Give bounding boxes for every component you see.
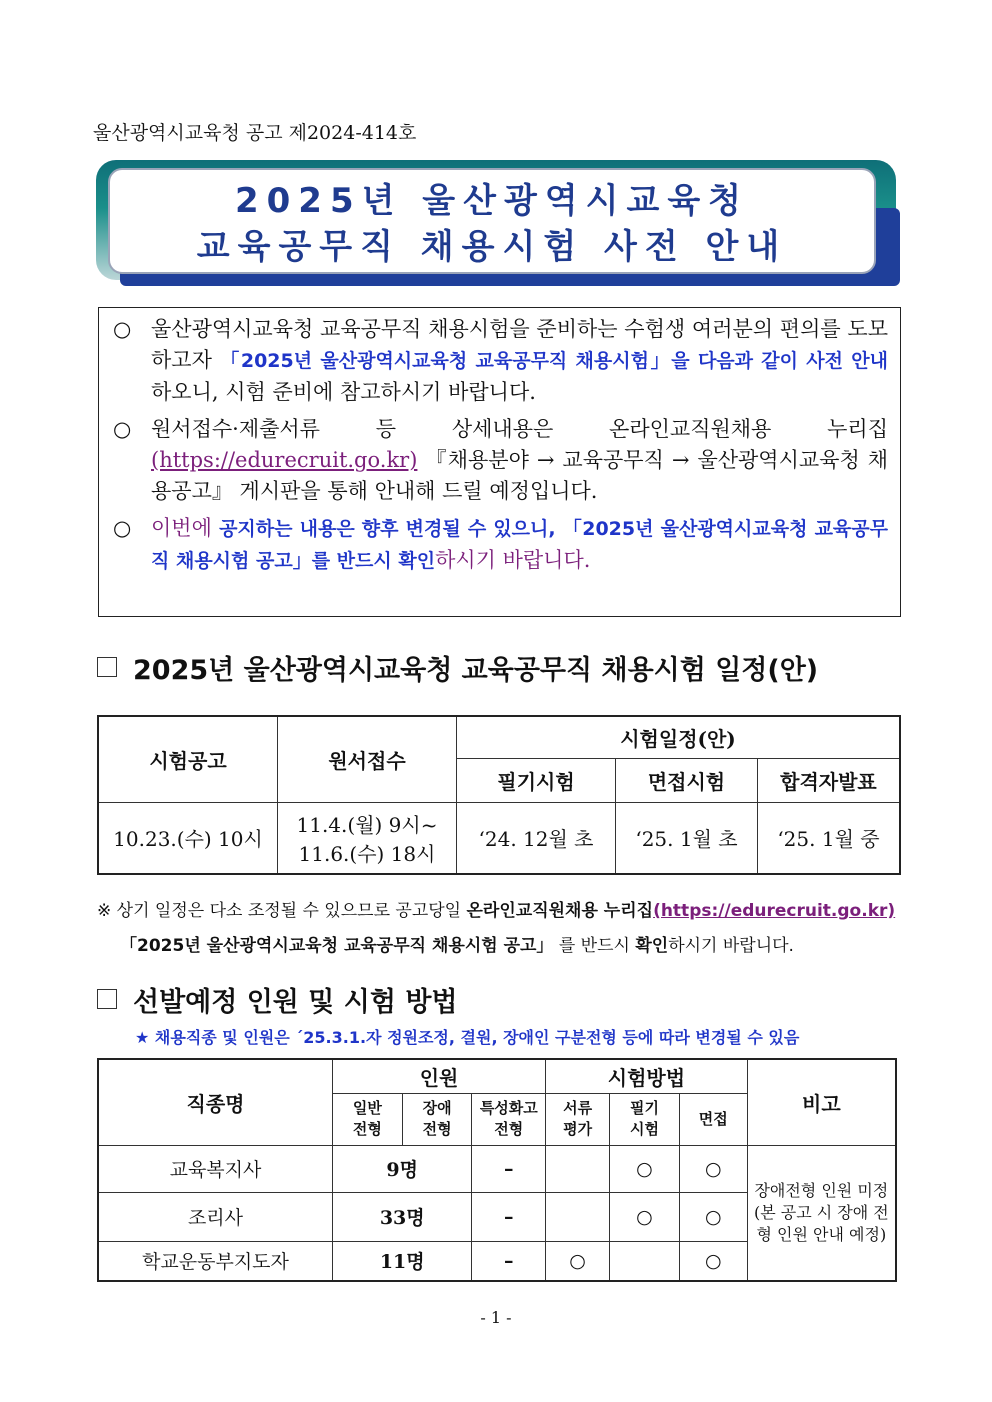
cell-special: – xyxy=(472,1192,546,1241)
star-note: ★ 채용직종 및 인원은 ´25.3.1.자 정원조정, 결원, 장애인 구분전형 등에 따라 변경될 수 있음 xyxy=(135,1028,800,1047)
circle-bullet: ○ xyxy=(113,317,132,341)
edurecruit-note-link[interactable]: (https://edurecruit.go.kr) xyxy=(653,901,896,921)
cell-job: 조리사 xyxy=(98,1192,332,1241)
cell-job: 교육복지사 xyxy=(98,1145,332,1192)
cell-application: 11.4.(월) 9시~ 11.6.(수) 18시 xyxy=(278,802,457,874)
header-general: 일반 전형 xyxy=(332,1093,402,1145)
schedule-table xyxy=(97,715,901,875)
square-bullet-icon xyxy=(97,989,117,1009)
cell-document xyxy=(546,1145,610,1192)
intro-paragraph-2: ○ 원서접수·제출서류 등 상세내용은 온라인교직원채용 누리집 (https://edurecruit.go.kr) 『채용분야 → 교육공무직 → 울산광역시교육청 채용공고』 게시판을 통해 안내해 드릴 예정입니다. xyxy=(113,414,888,507)
notice-number: 울산광역시교육청 공고 제2024-414호 xyxy=(93,122,417,144)
header-written: 필기시험 xyxy=(457,758,616,802)
cell-interview: ○ xyxy=(679,1192,747,1241)
cell-written: ○ xyxy=(610,1192,680,1241)
header-special: 특성화고 전형 xyxy=(472,1093,546,1145)
intro-paragraph-3: ○ 이번에 공지하는 내용은 향후 변경될 수 있으니, 「2025년 울산광역시교육청 교육공무직 채용시험 공고」를 반드시 확인하시기 바랍니다. xyxy=(113,513,888,577)
cell-result: ‘25. 1월 중 xyxy=(757,802,900,874)
header-disabled: 장애 전형 xyxy=(402,1093,472,1145)
cell-count: 33명 xyxy=(332,1192,472,1241)
cell-remarks: 장애전형 인원 미정 (본 공고 시 장애 전형 인원 안내 예정) xyxy=(747,1145,896,1281)
intro-emphasis: 「2025년 울산광역시교육청 교육공무직 채용시험」을 다음과 같이 사전 안내 xyxy=(220,350,888,372)
cell-interview: ‘25. 1월 초 xyxy=(616,802,758,874)
cell-written: ○ xyxy=(610,1145,680,1192)
cell-interview: ○ xyxy=(679,1145,747,1192)
header-application: 원서접수 xyxy=(278,716,457,802)
header-interview: 면접시험 xyxy=(616,758,758,802)
title-line-2: 교육공무직 채용시험 사전 안내 xyxy=(196,227,788,267)
cell-special: – xyxy=(472,1241,546,1281)
header-method: 시험방법 xyxy=(546,1059,748,1093)
intro-box xyxy=(98,307,901,617)
schedule-note-line-1: ※ 상기 일정은 다소 조정될 수 있으므로 공고당일 온라인교직원채용 누리집(https://edurecruit.go.kr) xyxy=(97,901,896,921)
positions-table xyxy=(97,1058,897,1282)
header-result: 합격자발표 xyxy=(757,758,900,802)
header-count: 인원 xyxy=(332,1059,545,1093)
cell-job: 학교운동부지도자 xyxy=(98,1241,332,1281)
cell-written xyxy=(610,1241,680,1281)
header-remarks: 비고 xyxy=(747,1059,896,1145)
circle-bullet: ○ xyxy=(113,516,132,540)
title-banner xyxy=(108,168,876,274)
page-number: - 1 - xyxy=(480,1308,512,1327)
header-job: 직종명 xyxy=(98,1059,332,1145)
cell-document xyxy=(546,1192,610,1241)
square-bullet-icon xyxy=(97,657,117,677)
header-document: 서류 평가 xyxy=(546,1093,610,1145)
edurecruit-link[interactable]: (https://edurecruit.go.kr) xyxy=(151,448,418,472)
header-written-test: 필기 시험 xyxy=(610,1093,680,1145)
intro-paragraph-1: ○ 울산광역시교육청 교육공무직 채용시험을 준비하는 수험생 여러분의 편의를 도모하고자 「2025년 울산광역시교육청 교육공무직 채용시험」을 다음과 같이 사전 안내하오니, 시험 준비에 참고하시기 바랍니다. xyxy=(113,314,888,408)
cell-written: ‘24. 12월 초 xyxy=(457,802,616,874)
table-row xyxy=(98,1145,896,1192)
circle-bullet: ○ xyxy=(113,417,132,441)
cell-count: 9명 xyxy=(332,1145,472,1192)
header-interview-test: 면접 xyxy=(679,1093,747,1145)
cell-special: – xyxy=(472,1145,546,1192)
intro-warning-emphasis: 공지하는 내용은 향후 변경될 수 있으니, 「2025년 울산광역시교육청 교육공무직 채용시험 공고」를 반드시 확인 xyxy=(151,518,888,572)
cell-interview: ○ xyxy=(679,1241,747,1281)
cell-count: 11명 xyxy=(332,1241,472,1281)
header-announcement: 시험공고 xyxy=(98,716,278,802)
schedule-note-line-2: 「2025년 울산광역시교육청 교육공무직 채용시험 공고」 를 반드시 확인하시기 바랍니다. xyxy=(120,936,794,956)
cell-announcement: 10.23.(수) 10시 xyxy=(98,802,278,874)
title-line-1: 2025년 울산광역시교육청 xyxy=(234,181,750,221)
section-heading-positions: 선발예정 인원 및 시험 방법 xyxy=(97,980,458,1019)
cell-document: ○ xyxy=(546,1241,610,1281)
header-exam-schedule: 시험일정(안) xyxy=(457,716,901,758)
section-heading-schedule: 2025년 울산광역시교육청 교육공무직 채용시험 일정(안) xyxy=(97,648,818,687)
